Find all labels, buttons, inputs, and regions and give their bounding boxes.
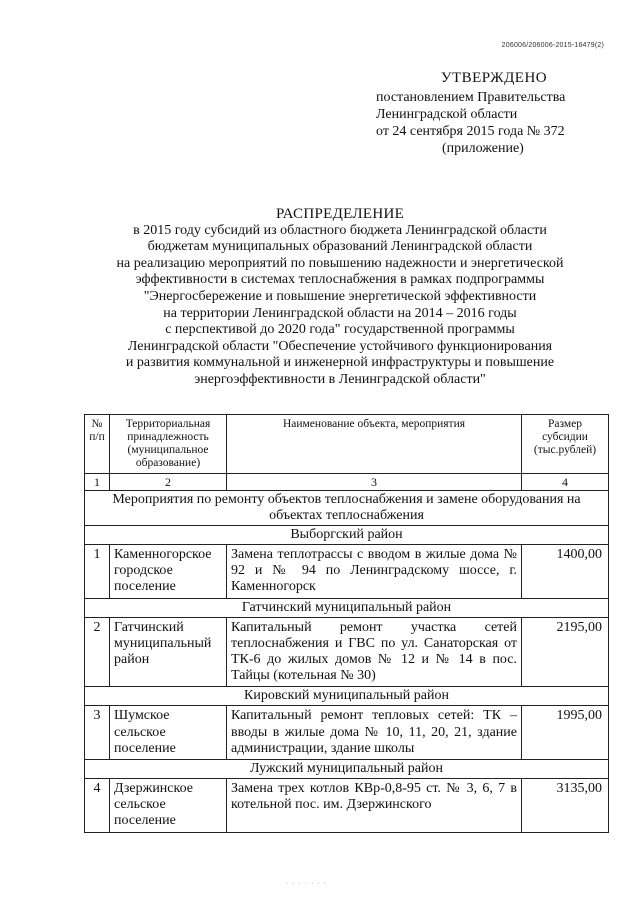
row-subsidy: 1400,00 (522, 545, 609, 599)
title-line: в 2015 году субсидий из областного бюджета Ленинградской области (133, 222, 547, 238)
row-num: 1 (85, 545, 110, 599)
header-subsidy: Размер субсидии (тыс.рублей) (522, 415, 609, 474)
table-row (85, 617, 609, 687)
approval-line-4: (приложение) (442, 141, 524, 156)
district-name: Лужский муниципальный район (85, 760, 609, 779)
section-row (85, 491, 609, 526)
district-name: Гатчинский муниципальный район (85, 598, 609, 617)
row-num: 2 (85, 617, 110, 687)
document-number: 206006/206006-2015-16479(2) (501, 42, 604, 49)
title-line: Ленинградской области "Обеспечение устойчивого функционирования (127, 338, 553, 354)
district-row (85, 526, 609, 545)
column-number: 4 (522, 474, 609, 491)
column-number-row (85, 474, 609, 491)
row-num: 4 (85, 779, 110, 833)
row-territory: Шумское сельское поселение (110, 706, 227, 760)
row-subsidy: 2195,00 (522, 617, 609, 687)
row-territory: Гатчинский муниципальный район (110, 617, 227, 687)
column-number: 3 (227, 474, 522, 491)
title-line: с перспективой до 2020 года" государственной программы (165, 322, 515, 338)
row-subsidy: 3135,00 (522, 779, 609, 833)
header-territory: Территориальная принадлежность (муниципальное образование) (110, 415, 227, 474)
column-number: 1 (85, 474, 110, 491)
district-row (85, 760, 609, 779)
district-row (85, 598, 609, 617)
scan-artifact: · · · · · · · (286, 880, 327, 887)
district-name: Кировский муниципальный район (85, 687, 609, 706)
title-line: на реализацию мероприятий по повышению надежности и энергетической (116, 255, 564, 271)
column-number: 2 (110, 474, 227, 491)
document-title (60, 206, 620, 389)
row-subsidy: 1995,00 (522, 706, 609, 760)
header-object: Наименование объекта, мероприятия (227, 415, 522, 474)
table-header-row (85, 415, 609, 474)
title-line: бюджетам муниципальных образований Ленинградской области (147, 239, 533, 255)
title-line: энергоэффективности в Ленинградской области" (194, 371, 486, 387)
distribution-table (84, 414, 609, 833)
row-territory: Дзержинское сельское поселение (110, 779, 227, 833)
row-object: Замена теплотрассы с вводом в жилые дома № 92 и № 94 по Ленинградскому шоссе, г. Каменногорск (227, 545, 522, 599)
header-num: № п/п (85, 415, 110, 474)
approval-stamp (376, 70, 612, 157)
table-row (85, 706, 609, 760)
approval-header: УТВЕРЖДЕНО (440, 70, 548, 86)
title-line: эффективности в системах теплоснабжения в рамках подпрограммы (135, 272, 545, 288)
row-object: Капитальный ремонт участка сетей теплоснабжения и ГВС по ул. Санаторская от ТК-6 до жилых домов № 12 и № 14 в пос. Тайцы (котельная № 30) (227, 617, 522, 687)
district-row (85, 687, 609, 706)
title-heading: РАСПРЕДЕЛЕНИЕ (275, 206, 405, 222)
table-row (85, 779, 609, 833)
title-line: "Энергосбережение и повышение энергетической эффективности (143, 288, 537, 304)
title-line: и развития коммунальной и инженерной инфраструктуры и повышение (125, 355, 555, 371)
row-object: Капитальный ремонт тепловых сетей: ТК – вводы в жилые дома № 10, 11, 20, 21, здание администрации, здание школы (227, 706, 522, 760)
section-title: Мероприятия по ремонту объектов теплоснабжения и замене оборудования на объектах теплоснабжения (85, 491, 609, 526)
table-row (85, 545, 609, 599)
district-name: Выборгский район (85, 526, 609, 545)
row-num: 3 (85, 706, 110, 760)
row-object: Замена трех котлов КВр-0,8-95 ст. № 3, 6, 7 в котельной пос. им. Дзержинского (227, 779, 522, 833)
row-territory: Каменногорское городское поселение (110, 545, 227, 599)
title-line: на территории Ленинградской области на 2014 – 2016 годы (163, 305, 517, 321)
approval-line-3: от 24 сентября 2015 года № 372 (376, 124, 565, 139)
approval-line-2: Ленинградской области (376, 107, 518, 122)
approval-line-1: постановлением Правительства (376, 90, 566, 105)
